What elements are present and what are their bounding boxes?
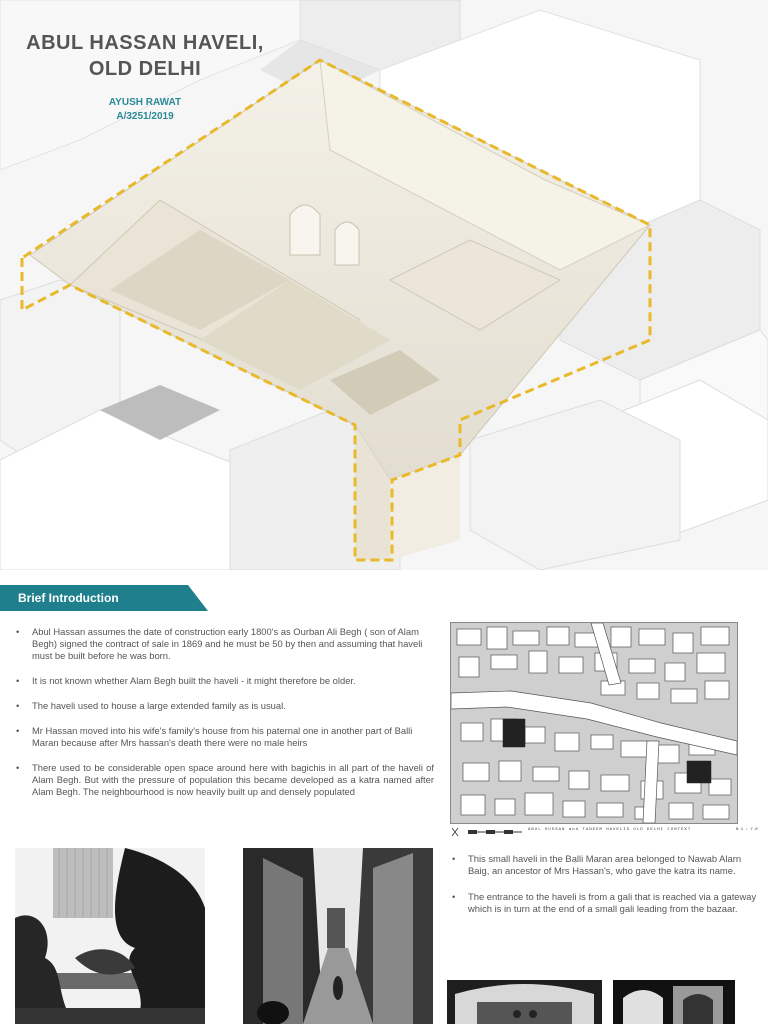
bullet-item: • The entrance to the haveli is from a gali that is reached via a gateway which is in turn at the end of a small gali leading from the bazaar. <box>450 891 758 915</box>
author-name: AYUSH RAWAT <box>108 97 182 108</box>
photo-narrow-lane <box>243 848 433 1024</box>
author-block <box>70 96 220 124</box>
page-title-line1: ABUL HASSAN HAVELI, <box>26 32 264 54</box>
photo-tree-courtyard <box>15 848 205 1024</box>
photo-interior-arch <box>613 980 735 1024</box>
author-id: A/3251/2019 <box>116 111 174 122</box>
bullet-item: • Mr Hassan moved into his wife's family's house from his paternal one in another part of Balli Maran because after Mrs hassan's death there were no male heirs <box>14 725 434 749</box>
photo-gateway-arch <box>447 980 602 1024</box>
bullet-item: • The haveli used to house a large extended family as is usual. <box>14 700 434 712</box>
page-title <box>20 30 270 82</box>
context-map <box>450 622 738 824</box>
bullet-item: • It is not known whether Alam Begh built the haveli - it might therefore be older. <box>14 675 434 687</box>
side-bullet-list <box>450 853 758 927</box>
map-scale-label: N 1 : 7.0 <box>736 828 758 832</box>
bullet-item: • This small haveli in the Balli Maran area belonged to Nawab Alarn Baig, an ancestor of Mrs Hassan's, who gave the katra its name. <box>450 853 758 877</box>
page-title-line2: OLD DELHI <box>88 58 202 80</box>
map-caption: ABUL HUSSAN and TANEEM HAVELIS OLD DELHI CONTEXT <box>528 828 692 832</box>
section-heading: Brief Introduction <box>18 591 119 605</box>
bullet-item: • Abul Hassan assumes the date of construction early 1800's as Ourban Ali Begh ( son of Alam Begh) signed the contract of sale in 1869 and he must be 50 by then and assuming that haveli must be built before he was born. <box>14 626 434 662</box>
intro-bullet-list <box>14 626 434 810</box>
bullet-item: • There used to be considerable open space around here with bagichis in all part of the haveli of Alam Begh. But with the pressure of population this became developed as a katra named after Alam Begh. The neighbourhood is now heavily built up and densely populated <box>14 762 434 798</box>
